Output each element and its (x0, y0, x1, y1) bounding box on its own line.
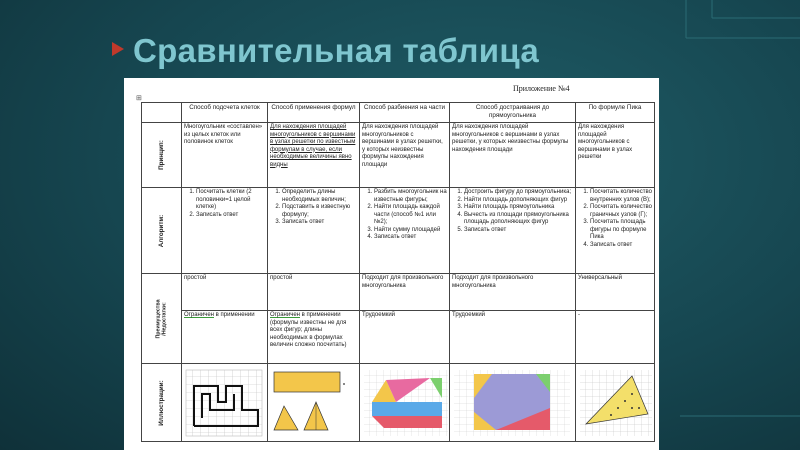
list-item: 5. Записать ответ (464, 227, 573, 235)
table-header-row (142, 103, 655, 123)
table-cell: Ограничен в применении (182, 311, 268, 364)
list-item: 2. Подставить в известную формулу; (282, 204, 357, 219)
header-cell: Способ достраивания до прямоугольника (450, 103, 576, 123)
grid-polygon-illustration (184, 368, 264, 438)
list-item: 3. Записать ответ (282, 219, 357, 227)
table-cell (576, 188, 655, 274)
row-label-algorithm: Алгоритм: (142, 188, 182, 274)
header-empty (142, 103, 182, 123)
partition-illustration (362, 368, 450, 438)
bullet-arrow-icon (112, 42, 124, 56)
table-cell: Для нахождения площадей многоугольников с вершинами в узлах решетки по известным формулам в случае, если необходимые величины явно видны (268, 123, 360, 188)
table-move-handle-icon[interactable]: ⊞ (136, 95, 142, 102)
list-item: 4. Записать ответ (590, 242, 652, 250)
table-cell (360, 188, 450, 274)
illustration-cell (182, 364, 268, 442)
table-cell: Трудоемкий (360, 311, 450, 364)
document-sheet (124, 78, 659, 450)
table-row-algorithm (142, 188, 655, 274)
list-item: 3. Найти площадь прямоугольника (464, 204, 573, 212)
list-item: 1. Определить длины необходимых величин; (282, 189, 357, 204)
completion-illustration (452, 368, 572, 438)
list-item: 1. Посчитать количество внутренних узлов (В); (590, 189, 652, 204)
table-row-illustrations (142, 364, 655, 442)
illustration-cell (360, 364, 450, 442)
illustration-cell (268, 364, 360, 442)
corner-decoration-top-right (640, 0, 800, 60)
row-label-illustrations: Иллюстрации: (142, 364, 182, 442)
row-label-principle: Принцип: (142, 123, 182, 188)
table-row-principle (142, 123, 655, 188)
appendix-label: Приложение №4 (513, 84, 570, 93)
table-cell: - (576, 311, 655, 364)
header-cell: Способ разбиения на части (360, 103, 450, 123)
table-cell: Многоугольник «составлен» из целых клеток или половинок клеток (182, 123, 268, 188)
table-cell: Для нахождения площадей многоугольников с вершинами в узлах решетки (576, 123, 655, 188)
row-label-pros-cons: Преимущества /Недостатки: (142, 274, 182, 364)
header-cell: Способ подсчета клеток (182, 103, 268, 123)
pick-formula-illustration (578, 368, 654, 438)
list-item: 4. Записать ответ (374, 234, 447, 242)
corner-decoration-bottom-right (680, 400, 800, 450)
list-item: 2. Найти площадь дополняющих фигур (464, 197, 573, 205)
table-cell: простой (268, 274, 360, 311)
table-cell: Подходит для произвольного многоугольника (450, 274, 576, 311)
table-cell: Трудоемкий (450, 311, 576, 364)
formula-shapes-illustration (270, 368, 356, 438)
table-cell (182, 188, 268, 274)
list-item: 3. Найти сумму площадей (374, 227, 447, 235)
illustration-cell (450, 364, 576, 442)
slide-title: Сравнительная таблица (133, 32, 539, 69)
list-item: 4. Вычесть из площади прямоугольника площадь дополняющих фигур (464, 212, 573, 227)
table-row-cons (142, 311, 655, 364)
header-cell: Способ применения формул (268, 103, 360, 123)
list-item: 2. Найти площадь каждой части (способ №1 или №2); (374, 204, 447, 227)
list-item: 3. Посчитать площадь фигуры по формуле Пика (590, 219, 652, 242)
header-cell: По формуле Пика (576, 103, 655, 123)
table-cell: Для нахождения площадей многоугольников с вершинами в узлах решетки, у которых неизвестны формулы нахождения площади (450, 123, 576, 188)
table-cell (268, 188, 360, 274)
table-cell: Подходит для произвольного многоугольника (360, 274, 450, 311)
list-item: 1. Посчитать клетки (2 половинки=1 целой клетке) (196, 189, 265, 212)
comparison-table (141, 102, 655, 442)
table-cell: простой (182, 274, 268, 311)
list-item: 1. Достроить фигуру до прямоугольника; (464, 189, 573, 197)
table-cell: Ограничен в применении (формулы известны не для всех фигур; длины необходимых в формулах величин сложно посчитать) (268, 311, 360, 364)
list-item: 2. Записать ответ (196, 212, 265, 220)
list-item: 2. Посчитать количество граничных узлов (Г); (590, 204, 652, 219)
list-item: 1. Разбить многоугольник на известные фигуры; (374, 189, 447, 204)
table-cell: Для нахождения площадей многоугольников с вершинами в узлах решетки, у которых неизвестны формулы нахождения площади (360, 123, 450, 188)
table-cell: Универсальный (576, 274, 655, 311)
illustration-cell (576, 364, 655, 442)
table-cell (450, 188, 576, 274)
table-row-pros (142, 274, 655, 311)
